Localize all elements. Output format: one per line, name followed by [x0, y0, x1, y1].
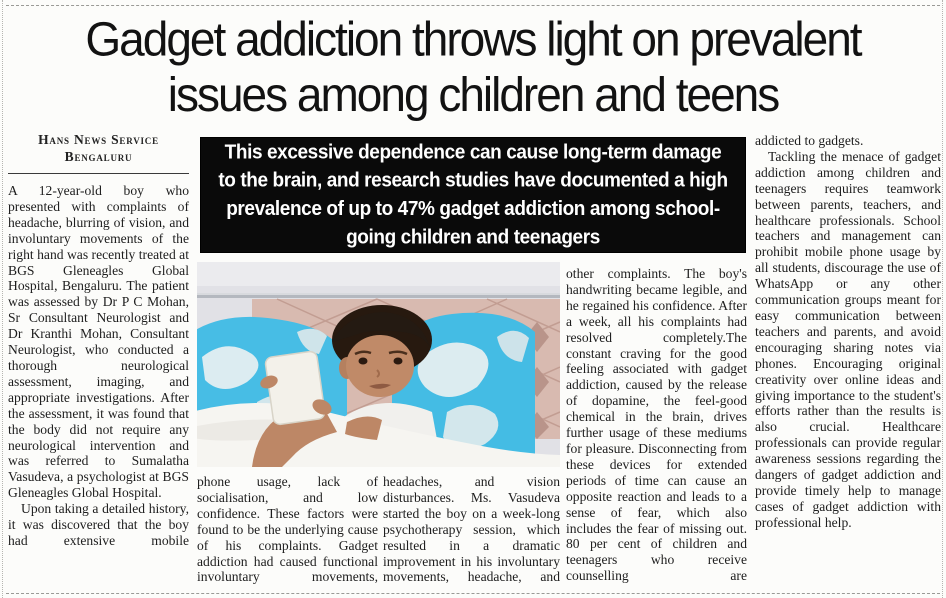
byline: [8, 131, 189, 174]
body-column-3: [383, 474, 560, 585]
body-column-2: [197, 474, 378, 585]
page-border-left: [2, 0, 3, 598]
column5-paragraph-2: Tackling the menace of gadget addiction among children and teenagers requires teamwork between parents, teachers, and healthcare professionals. School teachers and management can prohibit mobile phone usage by all students, discourage the use of WhatsApp or any other communication groups meant for easy communication between teachers and parents, and avoid encouraging sharing notes via phones. Encouraging original creativity over online ideas and giving importance to the student's efforts rather than the results is also crucial. Healthcare professionals can provide regular awareness sessions regarding the dangers of gadget addiction and provide timely help to manage cases of gadget addiction with professional help.: [755, 148, 941, 530]
photo-illustration: [197, 262, 560, 467]
headline-line-1: Gadget addiction throws light on prevalent: [85, 12, 861, 67]
page-border-bottom: [6, 593, 940, 594]
pull-quote-text: This excessive dependence can cause long-term damage to the brain, and research studies have documented a high prevalence of up to 47% gadget addiction among school-going children and teenagers: [218, 141, 728, 249]
page-border-top: [6, 5, 940, 6]
column2-paragraph: phone usage, lack of socialisation, and low confidence. These factors were found to be the underlying cause of his complaints. Gadget addiction had caused functional involuntary movements,: [197, 474, 378, 585]
photo-phone: [265, 351, 326, 426]
column3-paragraph: headaches, and vision disturbances. Ms. Vasudeva started the boy on a week-long psychotherapy session, which resulted in a dramatic improvement in his involuntary movements, headache, and: [383, 474, 560, 585]
byline-rule: [8, 173, 189, 174]
column1-paragraph-1: A 12-year-old boy who presented with complaints of headache, blurring of vision, and involuntary movements of the right hand was recently treated at BGS Gleneagles Global Hospital, Bengaluru. The patient was assessed by Dr P C Mohan, Sr Consultant Neurologist and Dr Kranthi Mohan, Consultant Neurologist, who conducted a thorough neurological assessment, imaging, and appropriate investigations. After the assessment, it was found that the body did not require any neurological intervention and was referred to Sumalatha Vasudeva, a psychologist at BGS Gleneagles Global Hospital.: [8, 183, 189, 501]
byline-agency: Hans News Service: [38, 132, 159, 147]
column5-paragraph-1: addicted to gadgets.: [755, 133, 864, 148]
column4-paragraph: other complaints. The boy's handwriting became legible, and he regained his confidence. After a week, all his complaints had resolved completely.The constant craving for the good feeling associated with gadget addiction, caused by the release of dopamine, the feel-good chemical in the brain, drives further usage of these mediums for pleasure. Disconnecting from these devices for extended periods of time can cause an opposite reaction and leads to a sense of fear, which also includes the fear of missing out. 80 per cent of children and teenagers who receive counselling are: [566, 266, 747, 584]
article-photo-boy-using-phone: [197, 262, 560, 467]
body-column-1: [8, 183, 189, 549]
byline-city: Bengaluru: [64, 149, 133, 164]
column1-paragraph-2: Upon taking a detailed history, it was discovered that the boy had extensive mobile: [8, 501, 189, 548]
body-column-5: [755, 133, 941, 531]
pull-quote-box: [200, 137, 746, 253]
headline-line-2: issues among children and teens: [167, 67, 779, 122]
article-headline: [14, 12, 932, 122]
body-column-4: [566, 266, 747, 584]
page-border-right: [942, 0, 943, 598]
